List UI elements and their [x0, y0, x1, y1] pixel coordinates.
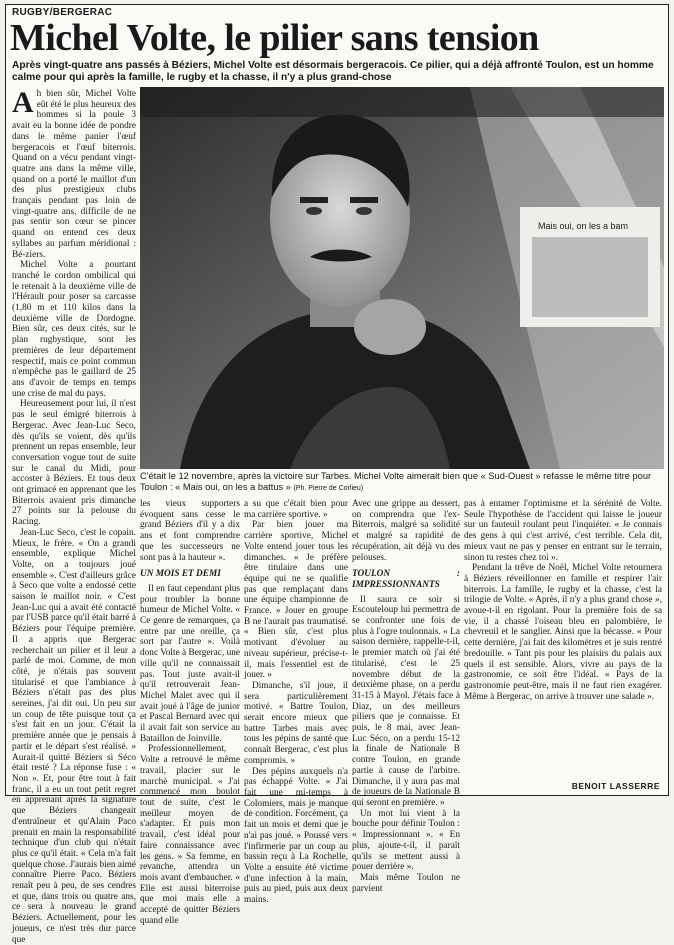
deck-intro: Après vingt-quatre ans passés à Béziers, Michel Volte est désormais bergeracois. Ce pilier, qui a déjà affronté Toulon, est un homme calme pour qui après la famille, le rugby et la chasse, il n'y a plus grand-chose	[12, 60, 654, 83]
section-label: RUGBY/BERGERAC	[12, 7, 113, 18]
photo-image	[140, 87, 664, 469]
article-column-5	[464, 499, 662, 781]
drop-cap: A	[12, 86, 34, 119]
photo-credit: (Ph. Pierre de Corlieu)	[293, 485, 364, 492]
paragraph: Par bien jouer ma carrière sportive, Michel Volte entend jouer tous les dimanches. « Je préfère être titulaire dans une équipe qui ne se qualifie pas que remplaçant dans une équipe championne de France. » Jouer en groupe B ne l'aurait pas traumatisé. « Bien sûr, c'est plus motivant d'évoluer au niveau supérieur, précise-t-il, mais l'essentiel est de jouer. »	[244, 520, 348, 681]
headline: Michel Volte, le pilier sans tension	[10, 17, 539, 59]
paragraph: Il saura ce soir si Escouteloup lui permettra de se confronter une fois de plus à l'ogre toulonnais. « La saison dernière, rappelle-t-il, le premier match où j'ai été titularisé, c'est le 25 novembre début de la deuxième phase, on a perdu 31-15 à Mayol. J'étais face à Diaz, un des meilleurs piliers que je connaisse. Et puis, le 8 mai, avec Jean-Luc Séco, on a perdu 15-12 la finale de Nationale B contre Toulon, en grande partie à cause de l'arbitre. Dimanche, il y aura pas mal de joueurs de la Nationale B qui seront en première. »	[352, 594, 460, 808]
article-column-4	[352, 499, 460, 894]
paragraph: pas à entamer l'optimisme et la sérénité de Volte. Seule l'hypothèse de l'accident qui laisse le joueur sur un fauteuil roulant peut l'inquiéter. « Je connais des gens à qui c'est arrivé, c'est terrible. Cela dit, mieux vaut ne pas y penser en entrant sur le terrain, sinon tu restes chez toi ».	[464, 499, 662, 563]
paragraph: Un mot lui vient à la bouche pour définir Toulon : « Impressionnant ». « En plus, ajoute-t-il, il paraît qu'ils se mettent aussi à pouer derrière ».	[352, 808, 460, 873]
paragraph: Des pépins auxquels n'a pas échappé Volte. « J'ai fait une mi-temps à Colomiers, mais je manque de condition. Forcément, ça fait un mois et demi que je n'ai pas joué. » Poussé vers l'infirmerie par un coup au bassin reçu à La Rochelle, Volte a ensuite été victime d'une infection à la main, puis au pied, puis aux deux mains.	[244, 766, 348, 906]
paragraph: Mais même Toulon ne parvient	[352, 872, 460, 894]
subheading: TOULON : IMPRESSIONNANTS	[352, 569, 460, 590]
caption-text: C'était le 12 novembre, après la victoire sur Tarbes. Michel Volte aimerait bien que « Sud-Ouest » refasse le même titre pour Toulon : « Mais oui, on les a battus »	[140, 471, 652, 492]
paragraph: Pendant la trêve de Noël, Michel Volte retournera à Béziers réveillonner en famille et respirer l'air biterrois. La famille, le rugby et la chasse, c'est la trilogie de Volte. « Après, il n'y a plus grand chose », avoue-t-il en rigolant. Pour la première fois de sa vie, il a chassé l'oiseau bleu en palombière, le chevreuil et le sanglier. Ainsi que la bécasse. « Pour cette dernière, j'ai fait des kilomètres et je suis rentré bredouille. » Tant pis pour les plaisirs du palais aux quels il est sensible. Alors, vivre au pays de la gastronomie, ce soit être l'idéal. « Pays de la gastronomie peut-être, mais il ne faut rien exagérer. Même à Bergerac, on arrive à trouver une salade ».	[464, 563, 662, 702]
paragraph: Avec une grippe au dessert, on comprendra que l'ex-Biterrois, malgré sa solidité et malgré sa rapidité de récupération, ait déjà vu des pelouses.	[352, 499, 460, 563]
article-column-3	[244, 499, 348, 906]
paragraph: Professionnellement, Volte a retrouvé le même travail, placier sur le marché municipal. « J'ai commencé mon boulot tout de suite, c'est le meilleur moyen de s'adapter. Et puis mon travail, c'est idéal pour faire connaissance avec les gens. » Sa femme, en revanche, attendra un mois avant d'embaucher. « Elle est aussi biterroise que moi mais elle a accepté de quitter Béziers quand elle	[140, 744, 240, 926]
paragraph: Heureusement pour lui, il n'est pas le seul émigré biterrois à Bergerac. Avec Jean-Luc Seco, dès qu'ils se voient, dès qu'ils prennent un repas ensemble, leur conversation vogue tout de suite sur le canal du Midi, pour accoster à Béziers. Et tous deux ont grimacé en apprenant que les Biterrois avaient pris dimanche 27 points sur la pelouse du Racing.	[12, 399, 136, 528]
article-column-1	[12, 86, 136, 945]
paragraph: h bien sûr, Michel Volte eût été le plus heureux des hommes si la poule 3 avait eu la bonne idée de pondre dans le même panier l'œuf bergeracois et l'œuf biterrois. Quand on a vécu pendant vingt-quatre ans dans la même ville, quand on a porté le maillot d'un des plus prestigieux clubs français pendant pas loin de vingt-quatre ans, difficile de ne pas sentir son cœur se pincer quand on entend ces deux syllabes au parfum méridional : Bé-ziers.	[12, 89, 136, 260]
subheading: UN MOIS ET DEMI	[140, 569, 221, 580]
newspaper-clipping	[5, 4, 669, 945]
byline: BENOIT LASSERRE	[571, 781, 660, 791]
paragraph: les vieux supporters évoquent sans cesse le grand Béziers d'il y a dix ans et font comprendre que les successeurs ne sont pas à la hauteur ».	[140, 499, 240, 563]
paragraph: a su que c'était bien pour ma carrière sportive. »	[244, 499, 348, 520]
article-column-2	[140, 499, 240, 926]
paragraph: Il en faut cependant plus pour troubler la bonne humeur de Michel Volte. « Ce genre de remarques, ça entre par une oreille, ça sort par l'autre ». Voilà donc Volte à Bergerac, une ville qu'il ne connaissait pas. Tout juste avait-il qu'il retrouverait Jean-Michel Malet avec qui il avait joué à l'âge de junior et Pascal Bernard avec qui il avait fait son service au Bataillon de Joinville.	[140, 583, 240, 744]
paragraph: Michel Volte a pourtant tranché le cordon ombilical qui le retenait à la deuxième ville de l'Hérault pour poser sa carcasse (1,80 m et 110 kilos dans la deuxième ville de Dordogne. Bien sûr, ces deux cités, sur le plan rugbystique, sont les premières de leur département respectif, mais ce point commun n'empêche pas le gaillard de 25 ans d'avoir de temps en temps une crise de mal du pays.	[12, 260, 136, 399]
player-photo	[140, 87, 664, 469]
paragraph: Jean-Luc Seco, c'est le copain. Mieux, le frère. « On a grandi ensemble, explique Michel Volte, on a toujours joué ensemble ». C'est d'ailleurs grâce à Seco que volte a endossé cette saison le maillot noir. « C'est Jean-Luc qui a avait été contacté par l'USB parce qu'il était barré à Béziers pour l'équipe première. Il a appris que Bergerac recherchait un pilier et il leur a parlé de moi. Comme, de mon côté, je n'étais pas souvent titularisé et que l'ambiance à Béziers n'était pas des plus sereines, j'ai dit oui. Un peu sur un coup de tête puisque tout ça s'est fait en un jour. C'était la première année que je pensais à partir et le départ s'est réalisé. » Aurait-il quitté Béziers si Séco était resté ? La réponse fuse : « Non ». Et, pour être tout à fait franc, il a eu un tout petit regret en apprenant après la signature que Béziers changeait d'entraîneur et qu'Alain Paco prenait en main la responsabilité technique d'un club qui n'était plus ce qu'il était. « Cela m'a fait quelque chose. J'aurais bien aimé connaître Pierre Paco. Béziers renaît peu à peu, de ses cendres et que, dans trois ou quatre ans, ce sera à nouveau le grand Béziers. Actuellement, pour les joueurs, ce n'est très dur parce que	[12, 527, 136, 945]
photo-caption	[140, 471, 664, 494]
poster-text: Mais oui, on les a bam	[538, 221, 629, 231]
paragraph: Dimanche, s'il joue, il sera particulièrement motivé. « Battre Toulon, serait encore mieux que battre Tarbes mais avec tous les pépins de santé que connaît Bergerac, c'est plus compromis. »	[244, 680, 348, 766]
